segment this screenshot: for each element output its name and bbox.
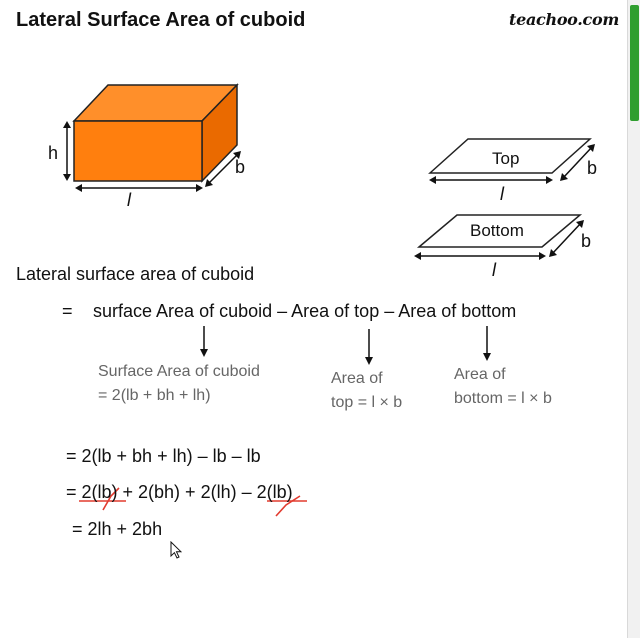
bottom-face-diagram: [414, 215, 591, 280]
step-line-2: = 2(lb) + 2(bh) + 2(lh) – 2(lb): [66, 482, 293, 502]
bottom-area-note-line1: Area of: [454, 366, 506, 383]
bottom-length-label: l: [492, 260, 496, 280]
surface-area-note: [98, 360, 260, 408]
page-title: Lateral Surface Area of cuboid: [16, 9, 306, 31]
step-line-3: = 2lh + 2bh: [72, 519, 163, 539]
cuboid-front-face: [74, 121, 202, 181]
top-area-note-line2: top = l × b: [331, 394, 403, 411]
top-length-arrow-left-head: [429, 176, 436, 184]
height-label: h: [48, 143, 59, 163]
step-line-1: = 2(lb + bh + lh) – lb – lb: [66, 446, 261, 466]
brand-logo: teachoo.com: [509, 10, 619, 29]
top-breadth-label: b: [587, 158, 598, 178]
bottom-area-note: [454, 363, 552, 411]
top-length-arrow-right-head: [546, 176, 553, 184]
surface-area-pointer-head: [200, 349, 208, 357]
surface-area-note-line2: = 2(lb + bh + lh): [98, 387, 211, 404]
height-arrow-top-head: [63, 121, 71, 128]
formula-text: surface Area of cuboid – Area of top – Area of bottom: [93, 301, 517, 321]
bottom-face-label: Bottom: [470, 221, 524, 240]
bottom-length-arrow-left-head: [414, 252, 421, 260]
length-arrow-right-head: [196, 184, 203, 192]
lateral-area-formula: [62, 301, 516, 322]
length-arrow-left-head: [75, 184, 82, 192]
breadth-label: b: [235, 157, 246, 177]
top-area-pointer-head: [365, 357, 373, 365]
cuboid-figure: [48, 85, 245, 210]
lateral-area-heading: Lateral surface area of cuboid: [16, 264, 255, 284]
surface-area-note-line1: Surface Area of cuboid: [98, 363, 260, 380]
mouse-cursor-icon: [170, 541, 182, 559]
top-area-note: [331, 367, 402, 415]
top-face-label: Top: [492, 149, 520, 168]
bottom-area-note-line2: bottom = l × b: [454, 390, 552, 407]
height-arrow-bottom-head: [63, 174, 71, 181]
top-area-note-line1: Area of: [331, 370, 383, 387]
vertical-scrollbar[interactable]: [627, 0, 640, 638]
scrollbar-thumb[interactable]: [630, 5, 639, 121]
bottom-area-pointer-head: [483, 353, 491, 361]
length-label: l: [127, 190, 131, 210]
bottom-breadth-label: b: [581, 231, 592, 251]
formula-equals: =: [62, 301, 73, 321]
top-length-label: l: [500, 184, 504, 204]
bottom-length-arrow-right-head: [539, 252, 546, 260]
top-face-diagram: [429, 139, 597, 204]
